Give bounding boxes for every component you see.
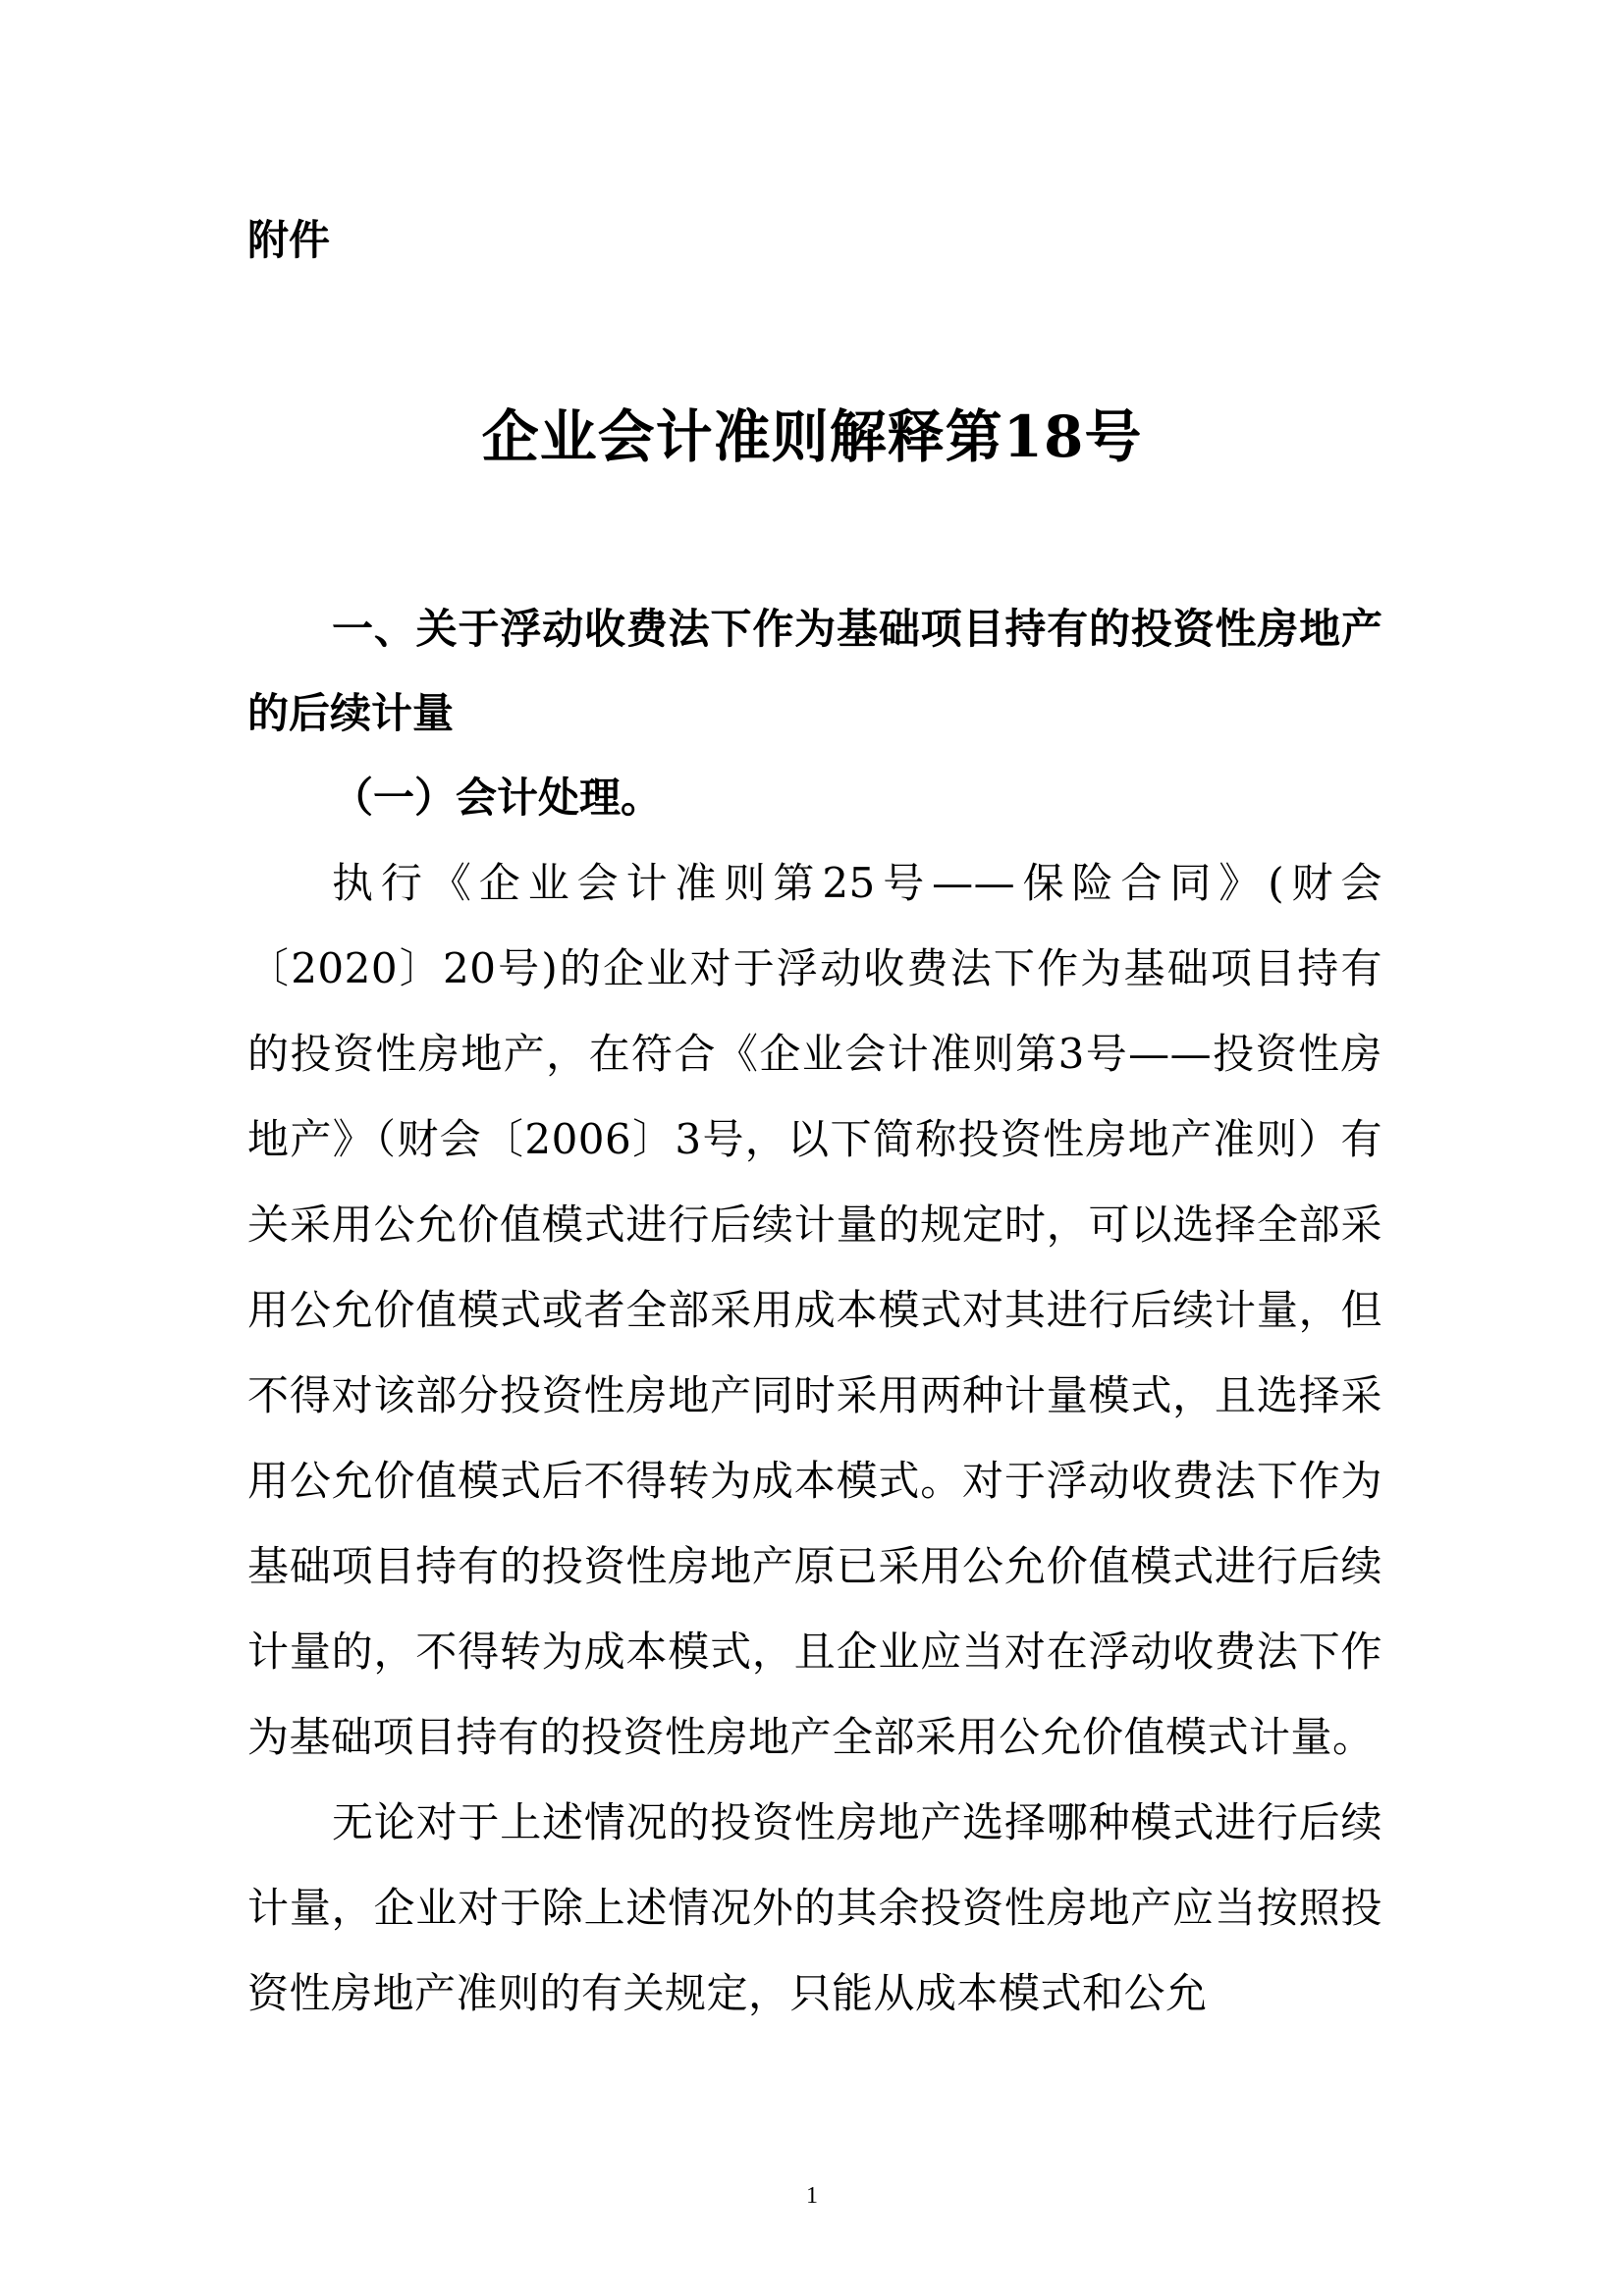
document-title: 企业会计准则解释第18号 [481,403,1143,470]
document-body [247,587,1382,2036]
attachment-label: 附件 [247,216,331,264]
body-paragraph: 无论对于上述情况的投资性房地产选择哪种模式进行后续计量，企业对于除上述情况外的其余投资性房地产应当按照投资性房地产准则的有关规定，只能从成本模式和公允 [247,1798,1382,2017]
page-number: 1 [806,2183,818,2209]
subsection-heading: （一）会计处理。 [332,774,663,822]
section-heading: 一、关于浮动收费法下作为基础项目持有的投资性房地产的后续计量 [247,605,1382,737]
body-paragraph: 执行《企业会计准则第25号——保险合同》(财会〔2020〕20号)的企业对于浮动收费法下作为基础项目持有的投资性房地产，在符合《企业会计准则第3号——投资性房地产》（财会〔2006〕3号，以下简称投资性房地产准则）有关采用公允价值模式进行后续计量的规定时，可以选择全部采用公允价值模式或者全部采用成本模式对其进行后续计量，但不得对该部分投资性房地产同时采用两种计量模式，且选择采用公允价值模式后不得转为成本模式。对于浮动收费法下作为基础项目持有的投资性房地产原已采用公允价值模式进行后续计量的，不得转为成本模式，且企业应当对在浮动收费法下作为基础项目持有的投资性房地产全部采用公允价值模式计量。 [247,859,1382,1761]
